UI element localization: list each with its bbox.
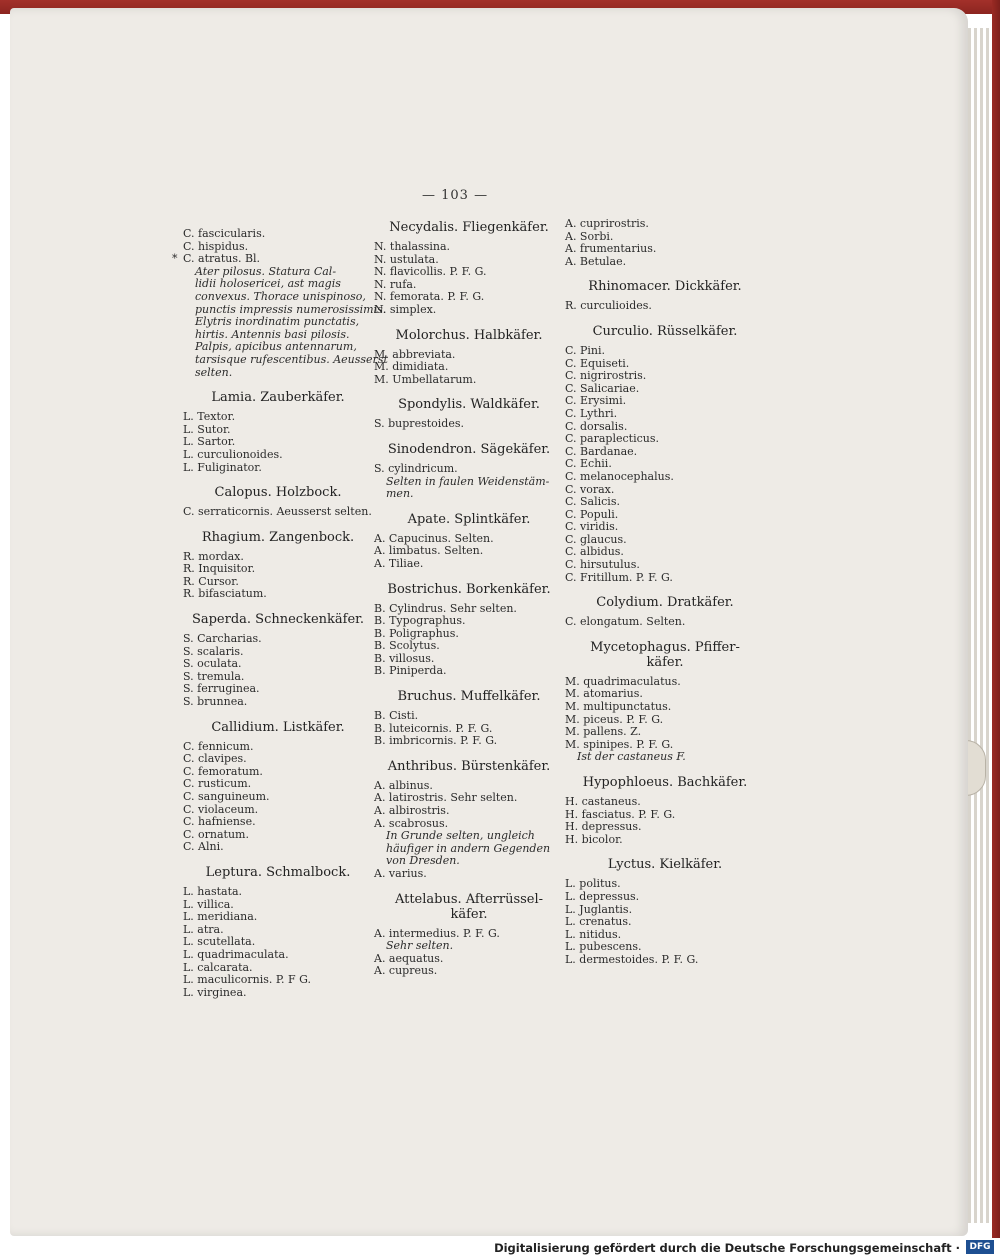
list-item: L. quadrimaculata.	[183, 947, 289, 961]
list-item: C. paraplecticus.	[565, 432, 659, 446]
list-item: C. Echii.	[565, 457, 612, 471]
list-item: A. Tiliae.	[374, 556, 424, 570]
asterisk-mark: *	[172, 252, 178, 266]
list-item: C. fennicum.	[183, 739, 254, 753]
list-item: S. buprestoides.	[374, 417, 464, 431]
section-heading: Colydium. Dratkäfer.	[596, 595, 734, 611]
section-heading: Lyctus. Kielkäfer.	[607, 857, 723, 873]
list-item: C. Lythri.	[565, 406, 618, 420]
list-item: C. Erysimi.	[565, 394, 627, 408]
list-item: M. pallens. Z.	[565, 725, 642, 739]
list-item: C. serraticornis. Aeusserst selten.	[183, 505, 372, 519]
list-item: C. elongatum. Selten.	[565, 615, 686, 629]
list-item: M. spinipes. P. F. G.	[565, 737, 674, 751]
list-item: C. glaucus.	[565, 532, 627, 546]
list-item: S. oculata.	[183, 657, 242, 671]
list-item: R. Inquisitor.	[183, 562, 256, 576]
dfg-logo: DFG	[966, 1240, 994, 1254]
list-item: C. nigrirostris.	[565, 369, 647, 383]
list-item: R. bifasciatum.	[183, 587, 267, 601]
description-line: hirtis. Antennis basi pilosis.	[195, 327, 350, 341]
section-heading: Sinodendron. Sägekäfer.	[387, 441, 551, 457]
section-heading: Attelabus. Afterrüssel-	[394, 891, 544, 907]
section-heading: Lamia. Zauberkäfer.	[211, 390, 345, 406]
list-item: H. fasciatus. P. F. G.	[565, 807, 676, 821]
list-item: A. cupreus.	[374, 964, 438, 978]
list-item: L. calcarata.	[183, 960, 253, 974]
list-item: C. hafniense.	[183, 815, 256, 829]
list-item: H. castaneus.	[565, 795, 641, 808]
list-item: B. Piniperda.	[374, 664, 447, 678]
column-middle	[374, 220, 564, 978]
list-item: C. viridis.	[565, 520, 619, 534]
list-item: C. Bardanae.	[565, 444, 638, 458]
list-item: N. thalassina.	[374, 240, 451, 253]
section-heading: Leptura. Schmalbock.	[205, 864, 351, 880]
description-line: häufiger in andern Gegenden	[386, 841, 551, 855]
description-line: Sehr selten.	[386, 939, 454, 953]
list-item: B. Cylindrus. Sehr selten.	[374, 601, 517, 615]
column-right	[565, 218, 765, 967]
list-item: S. tremula.	[183, 669, 245, 683]
list-item: A. Capucinus. Selten.	[374, 531, 494, 545]
list-item: M. abbreviata.	[374, 347, 456, 361]
list-item: C. fascicularis.	[183, 227, 266, 240]
list-item: C. ornatum.	[183, 827, 249, 841]
page-edge	[968, 28, 971, 1223]
description-line: von Dresden.	[386, 854, 460, 868]
list-item: A. scabrosus.	[374, 816, 449, 830]
list-item: C. vorax.	[565, 482, 615, 496]
list-item: N. ustulata.	[374, 252, 439, 266]
section-heading: Hypophloeus. Bachkäfer.	[582, 775, 748, 790]
list-item: C. rusticum.	[183, 777, 252, 791]
list-item: A. aequatus.	[374, 951, 444, 965]
list-item: L. dermestoides. P. F. G.	[565, 952, 699, 966]
list-item: C. Pini.	[565, 343, 606, 357]
list-item: A. Betulae.	[565, 254, 627, 268]
list-item: L. Fuliginator.	[183, 460, 262, 474]
section-heading: Bruchus. Muffelkäfer.	[397, 689, 541, 705]
list-item: M. piceus. P. F. G.	[565, 712, 664, 726]
footer-bar	[0, 1238, 1000, 1258]
list-item: C. clavipes.	[183, 752, 247, 766]
list-item: C. melanocephalus.	[565, 469, 674, 483]
section-heading: Callidium. Listkäfer.	[211, 719, 345, 735]
section-heading: Molorchus. Halbkäfer.	[395, 327, 543, 343]
list-item: L. curculionoides.	[183, 447, 283, 461]
page-edge	[986, 28, 989, 1223]
list-item: L. hastata.	[183, 884, 243, 898]
list-item: M. dimidiata.	[374, 360, 449, 374]
section-heading: Saperda. Schneckenkäfer.	[191, 612, 365, 628]
description-line: Elytris inordinatim punctatis,	[195, 315, 360, 329]
list-item: L. atra.	[183, 922, 224, 936]
list-item: S. ferruginea.	[183, 682, 260, 696]
list-item: C. Salicis.	[565, 495, 620, 509]
list-item: A. albirostris.	[374, 804, 450, 818]
list-item: C. Salicariae.	[565, 381, 640, 395]
section-heading-cont: käfer.	[646, 654, 684, 670]
list-item: B. Cisti.	[374, 709, 419, 723]
list-item: L. Juglantis.	[565, 902, 633, 916]
list-item: M. multipunctatus.	[565, 700, 672, 714]
list-item: L. pubescens.	[565, 940, 642, 954]
section-heading: Spondylis. Waldkäfer.	[398, 397, 540, 413]
list-item: C. violaceum.	[183, 802, 259, 816]
description-line: punctis impressis numerosissimis.	[195, 302, 387, 316]
list-item: L. maculicornis. P. F G.	[183, 973, 312, 987]
list-item: R. Cursor.	[183, 574, 239, 588]
list-item: L. meridiana.	[183, 910, 258, 924]
section-heading: Mycetophagus. Pfiffer-	[590, 639, 740, 655]
list-item: S. cylindricum.	[374, 461, 458, 475]
list-item: A. albinus.	[374, 778, 433, 792]
list-item: A. Sorbi.	[565, 229, 614, 243]
list-item: L. virginea.	[183, 985, 247, 999]
list-item-text: C. atratus. Bl.	[183, 252, 261, 266]
page-edge	[980, 28, 983, 1223]
description-line: tarsisque rufescentibus. Aeusserst	[195, 352, 388, 366]
section-heading: Calopus. Holzbock.	[214, 485, 342, 501]
list-item: B. Typographus.	[374, 614, 466, 628]
section-heading: Rhinomacer. Dickkäfer.	[588, 279, 742, 295]
book-cover-right	[992, 0, 1000, 1240]
list-item: L. Sartor.	[183, 435, 236, 449]
list-item: L. Sutor.	[183, 422, 231, 436]
section-heading: Anthribus. Bürstenkäfer.	[387, 758, 551, 774]
section-heading-cont: käfer.	[450, 906, 488, 922]
list-item: B. villosus.	[374, 651, 435, 665]
list-item: C. Populi.	[565, 507, 619, 521]
list-item: C. Fritillum. P. F. G.	[565, 570, 673, 584]
section-heading: Bostrichus. Borkenkäfer.	[387, 581, 551, 597]
section-heading: Apate. Splintkäfer.	[407, 511, 531, 527]
list-item: M. atomarius.	[565, 687, 643, 701]
list-item: C. femoratum.	[183, 764, 263, 778]
list-item: L. scutellata.	[183, 935, 256, 949]
description-line: Selten in faulen Weidenstäm-	[386, 474, 550, 488]
description-line: lidii holosericei, ast magis	[195, 277, 341, 291]
description-line: convexus. Thorace unispinoso,	[195, 289, 366, 303]
list-item: A. varius.	[374, 867, 427, 880]
list-item: R. mordax.	[183, 549, 244, 563]
page-number: — 103 —	[422, 188, 489, 203]
list-item: A. intermedius. P. F. G.	[374, 926, 500, 940]
list-item: M. Umbellatarum.	[374, 372, 477, 386]
list-item: A. frumentarius.	[565, 242, 657, 256]
list-item: B. imbricornis. P. F. G.	[374, 734, 498, 748]
list-item: L. crenatus.	[565, 915, 632, 929]
list-item: L. villica.	[183, 897, 234, 911]
list-item: S. brunnea.	[183, 695, 248, 709]
list-item: L. politus.	[565, 877, 621, 891]
description-line: Palpis, apicibus antennarum,	[195, 340, 357, 354]
list-item: M. quadrimaculatus.	[565, 674, 681, 688]
list-item: A. limbatus. Selten.	[374, 544, 484, 558]
list-item: B. luteicornis. P. F. G.	[374, 721, 493, 735]
section-heading: Rhagium. Zangenbock.	[201, 529, 355, 545]
list-item	[172, 252, 373, 266]
section-heading: Curculio. Rüsselkäfer.	[592, 323, 738, 339]
list-item: L. Textor.	[183, 410, 236, 424]
list-item: A. latirostris. Sehr selten.	[374, 791, 518, 805]
list-item: C. dorsalis.	[565, 419, 628, 433]
list-item: H. bicolor.	[565, 832, 623, 846]
list-item: C. Equiseti.	[565, 356, 630, 370]
description-line: In Grunde selten, ungleich	[386, 829, 535, 843]
list-item: L. nitidus.	[565, 927, 622, 941]
list-item: N. simplex.	[374, 302, 437, 316]
list-item: H. depressus.	[565, 820, 642, 834]
description-line: selten.	[195, 365, 233, 379]
list-item: R. curculioides.	[565, 299, 652, 313]
list-item: B. Scolytus.	[374, 639, 440, 653]
list-item: C. hispidus.	[183, 239, 249, 253]
list-item: N. femorata. P. F. G.	[374, 290, 485, 304]
list-item: C. hirsutulus.	[565, 558, 640, 572]
list-item: S. Carcharias.	[183, 632, 262, 646]
list-item: C. sanguineum.	[183, 790, 270, 803]
list-item: S. scalaris.	[183, 644, 244, 658]
description-line: Ist der castaneus F.	[577, 750, 686, 764]
list-item: A. cuprirostris.	[565, 217, 649, 230]
list-item: N. rufa.	[374, 277, 417, 291]
section-heading: Necydalis. Fliegenkäfer.	[389, 220, 549, 235]
list-item: L. depressus.	[565, 889, 640, 903]
description-line: Ater pilosus. Statura Cal-	[195, 264, 337, 278]
list-item: N. flavicollis. P. F. G.	[374, 265, 487, 279]
list-item: B. Poligraphus.	[374, 626, 459, 640]
column-left	[172, 227, 388, 999]
list-item: C. Alni.	[183, 840, 224, 854]
page-edge	[974, 28, 977, 1223]
list-item: C. albidus.	[565, 545, 624, 559]
funding-notice: Digitalisierung gefördert durch die Deutsche Forschungsgemeinschaft ·	[494, 1241, 960, 1255]
description-line: men.	[386, 487, 414, 501]
